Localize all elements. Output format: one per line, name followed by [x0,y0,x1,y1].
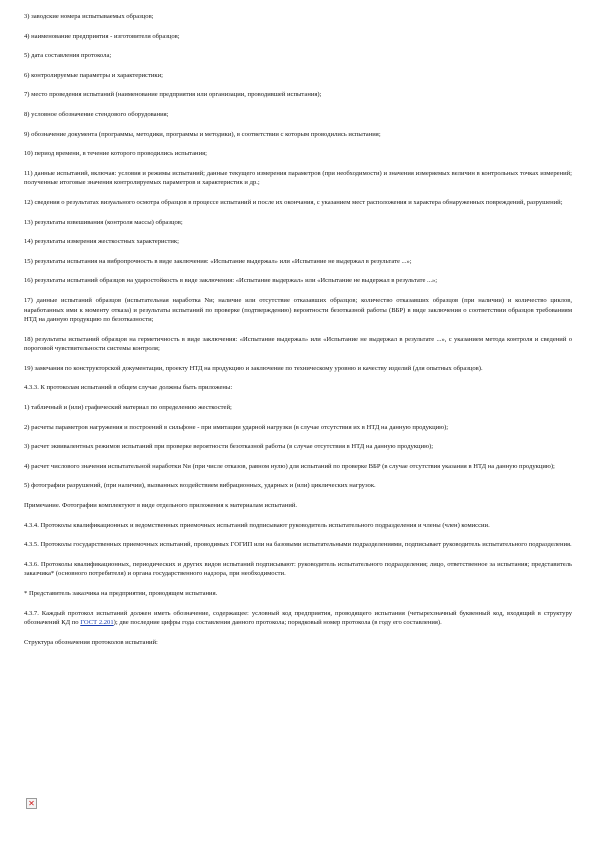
attachment-item: 4) расчет числового значения испытательной наработки Nи (при числе отказов, равном нулю) для испытаний по проверке ВБР (в случае отсутствия указания в НТД на данную продукцию); [24,462,555,470]
footnote: * Представитель заказчика на предприятии, проводящем испытания. [24,590,218,597]
list-item: 12) сведения о результатах визуального осмотра образцов в процессе испытаний и после их окончания, с указанием мест расположения и характера обнаруженных повреждений, разрушений; [24,198,563,206]
clause-4-3-7-text-after: ); две последние цифры года составления данного протокола; порядковый номер протокола (в году его составления). [113,619,442,627]
clause-4-3-5: 4.3.5. Протоколы государственных приемочных испытаний, проводимых ГОГИП или на базовыми испытательными подразделениями, подписывает руководитель испытательного подразделения. [24,541,572,549]
list-item: 11) данные испытаний, включая: условия и режимы испытаний; данные текущего измерения параметров (при необходимости) и значения измеряемых величин в контрольных точках измерений; полученные итоговые значения контролируемых параметров и характеристик и др.; [24,169,572,187]
list-item: 13) результаты взвешивания (контроля массы) образцов; [24,218,183,226]
attachment-item: 2) расчеты параметров нагружения и построений в сильфоне - при имитации ударной нагрузки (в случае отсутствия их в НТД на данную продукцию); [24,423,449,431]
list-item: 7) место проведения испытаний (наименование предприятия или организации, проводившей испытания); [24,91,322,99]
clause-4-3-4: 4.3.4. Протоколы квалификационных и ведомственных приемочных испытаний подписывают руководитель испытательного подразделения и члены (член) комиссии. [24,521,490,529]
list-item: 5) дата составления протокола; [24,52,112,60]
attachment-item: 1) табличный и (или) графический материал по определению жесткостей; [24,404,232,412]
clause-4-3-7 [24,609,572,628]
gost-2-201-link[interactable]: ГОСТ 2.201 [80,619,114,627]
list-item: 6) контролируемые параметры и характеристики; [24,71,163,79]
broken-image-icon: ✕ [26,798,37,809]
clause-4-3-6: 4.3.6. Протоколы квалификационных, периодических и других видов испытаний подписывают: руководитель испытательного подразделения; лицо, ответственное за испытания; представитель заказчика* (основного потребителя) и органа государственного надзора, при необходимости. [24,560,572,578]
list-item: 3) заводские номера испытываемых образцов; [24,13,154,20]
attachment-item: 5) фотографии разрушений, (при наличии), вызванных воздействием вибрационных, ударных и (или) циклических нагрузок. [24,482,376,490]
list-item: 14) результаты измерения жесткостных характеристик; [24,238,179,246]
clause-4-3-3: 4.3.3. К протоколам испытаний в общем случае должны быть приложены: [24,384,233,392]
structure-heading: Структура обозначения протоколов испытаний: [24,638,158,646]
note: Примечание. Фотографии комплектуют в виде отдельного приложения к материалам испытаний. [24,502,298,510]
list-item: 8) условное обозначение стендового оборудования; [24,110,169,118]
document-body [24,12,572,655]
list-item: 17) данные испытаний образцов (испытательная наработка Nи; наличие или отсутствие отказавших образцов; количество отказавших образцов (при наличии) и количество циклов, наработанных ими к моменту отказа) и результаты испытаний по проверке (подтверждению) вероятности безотказной работы (ВБР) в виде заключения о соответствии образцов требованиям НТД на данную продукцию по безотказности; [24,296,572,324]
list-item: 9) обозначение документа (программы, методики, программы и методики), в соответствии с которым проводились испытания; [24,130,381,138]
list-item: 18) результаты испытаний образцов на герметичность в виде заключения: «Испытание выдержал» или «Испытание не выдержал в результате ...», с указанием метода контроля и сведений о пороговой чувствительности системы контроля; [24,335,572,353]
list-item: 16) результаты испытаний образцов на ударостойкость в виде заключения: «Испытание выдержал» или «Испытание не выдержал в результате ...»; [24,277,438,285]
list-item: 15) результаты испытания на вибропрочность в виде заключения: «Испытание выдержал» или «Испытание не выдержал в результате ...»; [24,257,412,265]
attachment-item: 3) расчет эквивалентных режимов испытаний при проверке вероятности безотказной работы (в случае отсутствия в НТД на данную продукцию); [24,443,434,451]
list-item: 10) период времени, в течение которого проводились испытания; [24,150,207,158]
list-item: 4) наименование предприятия - изготовителя образцов; [24,32,180,40]
clause-4-3-7-text-before: 4.3.7. Каждый протокол испытаний должен иметь обозначение, содержащее: условный код предприятия, проводящего испытания (четырехзначный буквенный код, входящий в структуру обозначений КД по [24,609,572,627]
list-item: 19) замечания по конструкторской документации, проекту НТД на продукцию и заключение по техническому уровню и качеству изделий (для опытных образцов). [24,364,483,372]
